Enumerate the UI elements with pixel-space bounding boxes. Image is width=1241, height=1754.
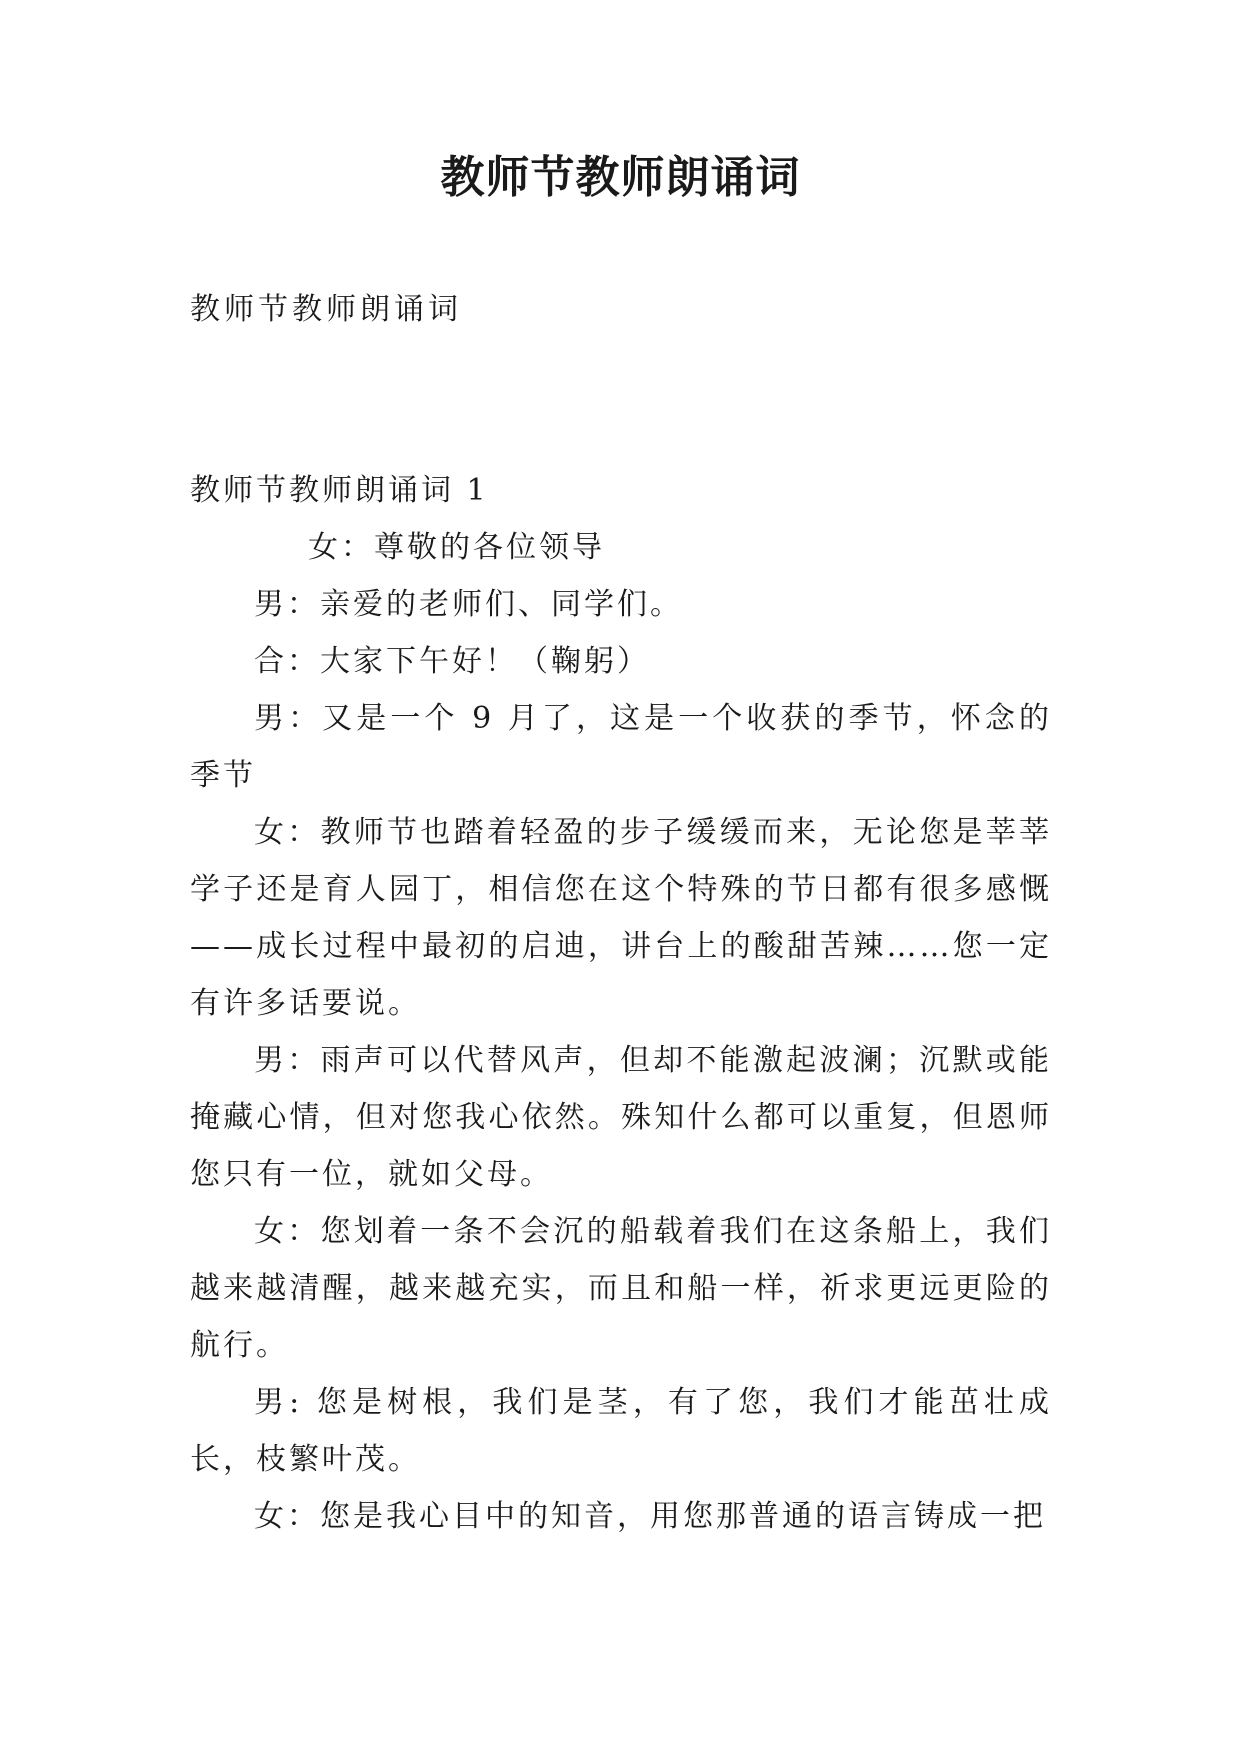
paragraph: 男：又是一个 9 月了，这是一个收获的季节，怀念的季节 xyxy=(190,701,1052,793)
paragraph: 男：亲爱的老师们、同学们。 xyxy=(254,587,683,622)
paragraph: 合：大家下午好！（鞠躬） xyxy=(254,644,650,679)
paragraph: 女：您划着一条不会沉的船载着我们在这条船上，我们越来越清醒，越来越充实，而且和船一样，祈求更远更险的航行。 xyxy=(190,1214,1052,1363)
section-heading: 教师节教师朗诵词 1 xyxy=(190,473,489,508)
paragraph: 男: 您是树根，我们是茎，有了您，我们才能茁壮成长，枝繁叶茂。 xyxy=(190,1385,1052,1477)
paragraph: 女：教师节也踏着轻盈的步子缓缓而来，无论您是莘莘学子还是育人园丁，相信您在这个特殊的节日都有很多感慨——成长过程中最初的启迪，讲台上的酸甜苦辣……您一定有许多话要说。 xyxy=(190,815,1052,1021)
document-body xyxy=(190,462,1052,1545)
paragraph: 女：尊敬的各位领导 xyxy=(308,530,605,565)
document-subtitle: 教师节教师朗诵词 xyxy=(190,292,462,327)
paragraph: 女：您是我心目中的知音，用您那普通的语言铸成一把 xyxy=(254,1499,1046,1534)
paragraph: 男：雨声可以代替风声，但却不能激起波澜；沉默或能掩藏心情，但对您我心依然。殊知什么都可以重复，但恩师您只有一位，就如父母。 xyxy=(190,1043,1052,1192)
document-title: 教师节教师朗诵词 xyxy=(440,152,801,203)
